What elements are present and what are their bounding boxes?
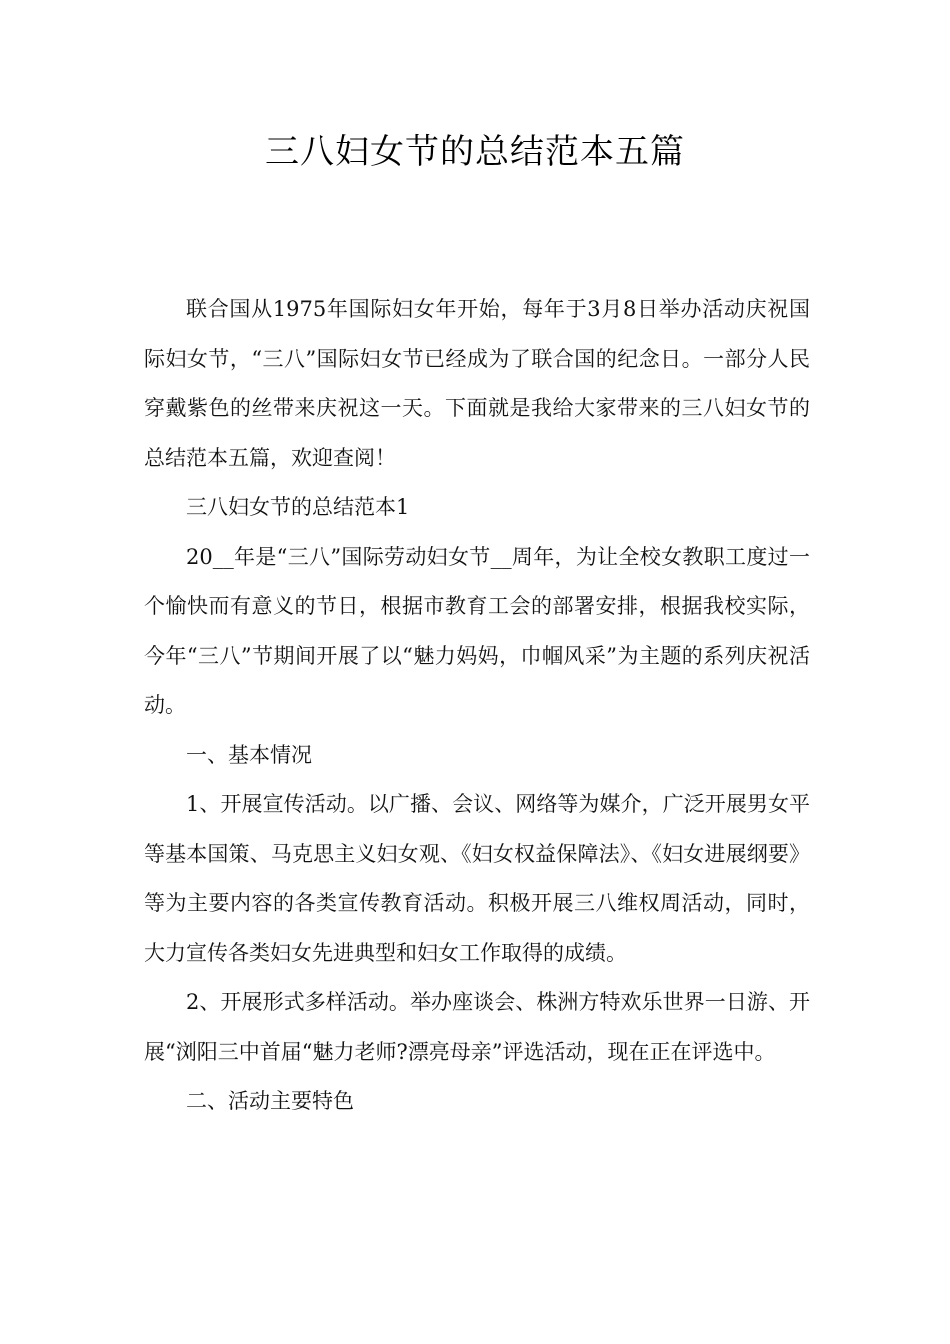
section-heading-main-features: 二、活动主要特色 — [186, 1089, 354, 1113]
body-paragraph: 20__年是“三八”国际劳动妇女节__周年，为让全校女教职工度过一个愉快而有意义的节日，根据市教育工会的部署安排，根据我校实际，今年“三八”节期间开展了以“魅力妈妈，巾帼风采”为主题的系列庆祝活动。 — [144, 544, 810, 717]
section-heading-sample-1: 三八妇女节的总结范本1 — [186, 495, 410, 519]
body-paragraph: 2、开展形式多样活动。举办座谈会、株洲方特欢乐世界一日游、开展“浏阳三中首届“魅力老师?漂亮母亲”评选活动，现在正在评选中。 — [144, 990, 810, 1064]
body-paragraph: 1、开展宣传活动。以广播、会议、网络等为媒介，广泛开展男女平等基本国策、马克思主义妇女观、《妇女权益保障法》、《妇女进展纲要》等为主要内容的各类宣传教育活动。积极开展三八维权周活动，同时，大力宣传各类妇女先进典型和妇女工作取得的成绩。 — [144, 792, 810, 965]
document-title: 三八妇女节的总结范本五篇 — [265, 132, 685, 172]
intro-paragraph: 联合国从1975年国际妇女年开始，每年于3月8日举办活动庆祝国际妇女节，“三八”国际妇女节已经成为了联合国的纪念日。一部分人民穿戴紫色的丝带来庆祝这一天。下面就是我给大家带来的三八妇女节的总结范本五篇，欢迎查阅！ — [144, 297, 810, 470]
section-heading-basic-situation: 一、基本情况 — [186, 742, 312, 767]
document-body — [144, 285, 810, 1127]
